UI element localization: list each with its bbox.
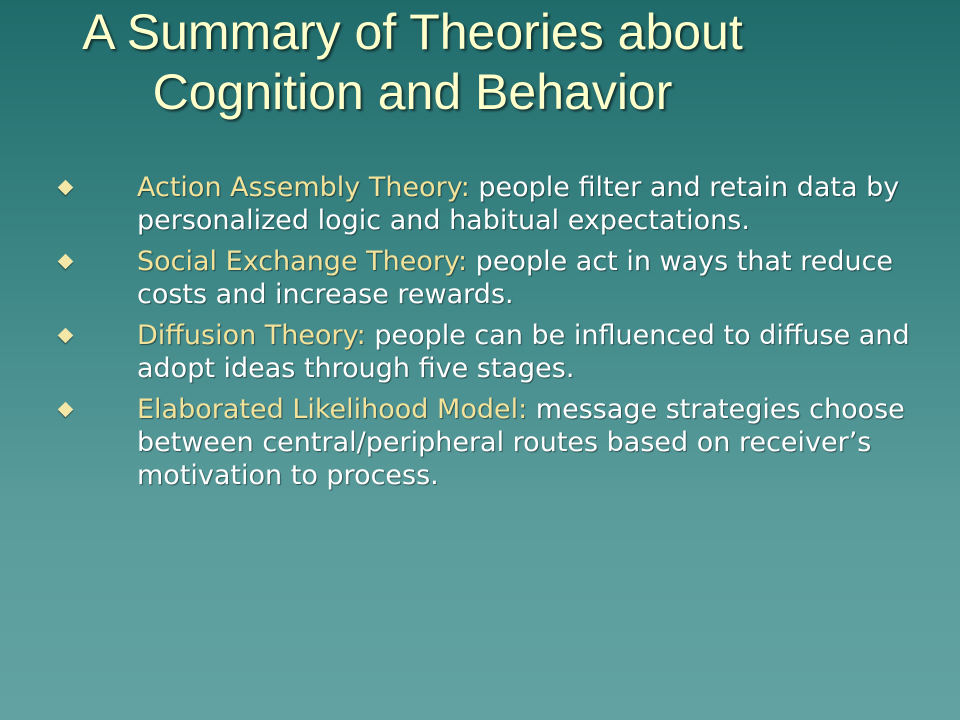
- slide-title: A Summary of Theories about Cognition and Behavior: [82, 4, 743, 120]
- diamond-bullet-icon: [58, 254, 74, 270]
- bullet-term: Elaborated Likelihood Model:: [137, 394, 528, 425]
- bullet-term: Social Exchange Theory:: [137, 246, 468, 277]
- bullet-text: people filter and retain data by personalized logic and habitual expectations.: [137, 172, 900, 236]
- bullet-text: people act in ways that reduce costs and increase rewards.: [137, 246, 894, 310]
- diamond-bullet-icon: [58, 402, 74, 418]
- bullet-list: [0, 171, 960, 500]
- bullet-item-elaborated-likelihood-model: [0, 393, 960, 492]
- diamond-bullet-icon: [58, 328, 74, 344]
- bullet-text: message strategies choose between central/peripheral routes based on receiver’s motivation to process.: [137, 394, 905, 491]
- bullet-item-action-assembly-theory: [0, 171, 960, 237]
- bullet-term: Action Assembly Theory:: [137, 172, 470, 203]
- bullet-item-social-exchange-theory: [0, 245, 960, 311]
- bullet-term: Diffusion Theory:: [137, 320, 366, 351]
- diamond-bullet-icon: [58, 180, 74, 196]
- bullet-text: people can be influenced to diffuse and adopt ideas through five stages.: [137, 320, 910, 384]
- bullet-item-diffusion-theory: [0, 319, 960, 385]
